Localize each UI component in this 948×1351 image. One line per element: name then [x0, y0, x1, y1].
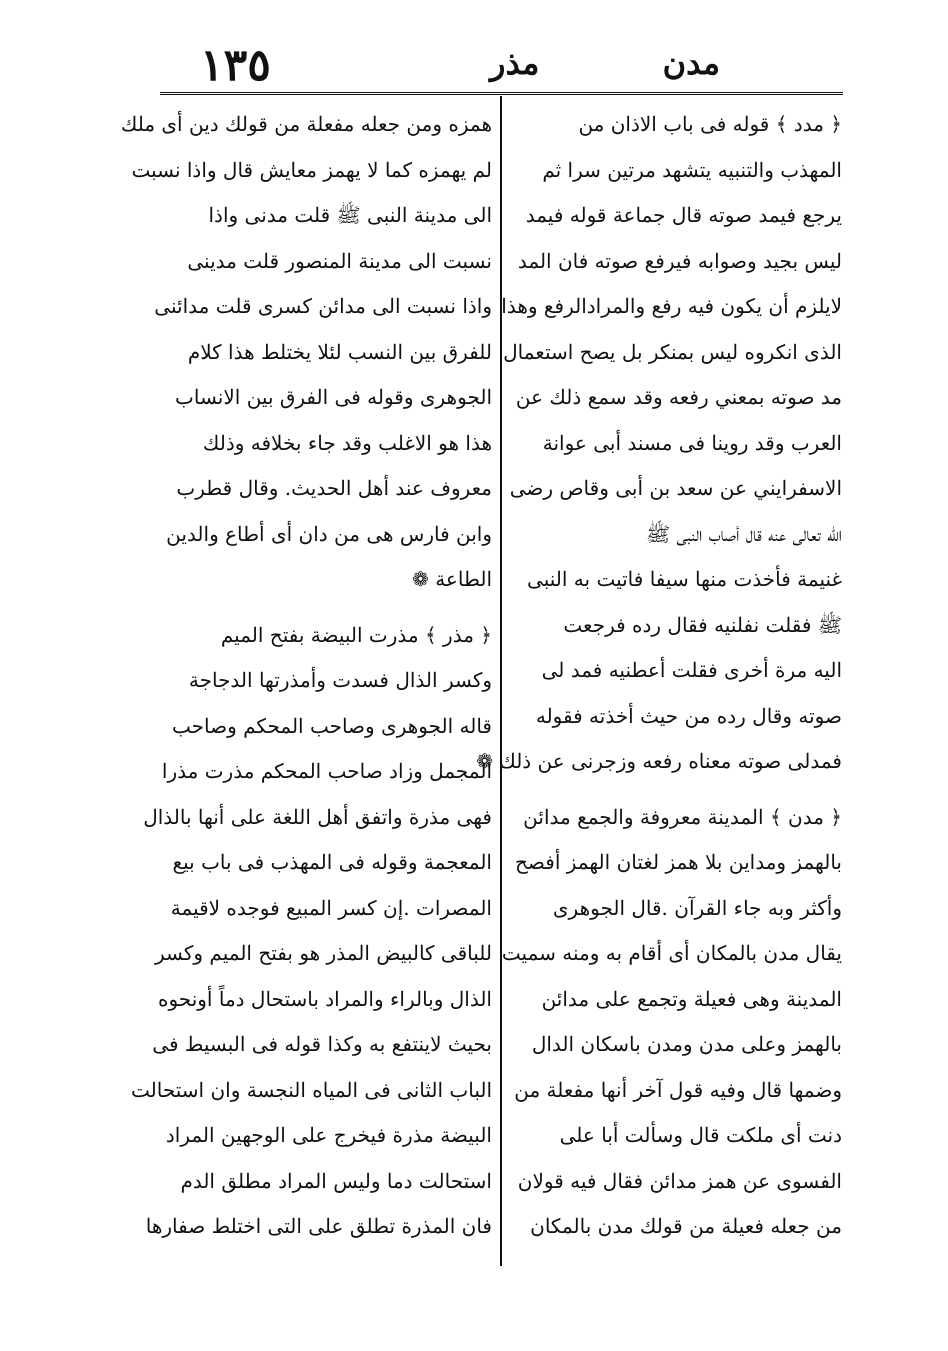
text-line: قاله الجوهرى وصاحب المحكم وصاحب — [172, 713, 492, 738]
text-line: نسبت الى مدينة المنصور قلت مدينى — [187, 248, 492, 273]
text-line: مد صوته بمعني رفعه وقد سمع ذلك عن — [515, 385, 842, 409]
text-line: واذا نسبت الى مدائن كسرى قلت مدائنى — [154, 294, 492, 318]
text-line: الطاعة ❁ — [412, 567, 492, 591]
text-line: المهذب والتنبيه يتشهد مرتين سرا ثم — [542, 157, 842, 182]
page-number: ١٣٥ — [200, 40, 271, 91]
text-line: وضمها قال وفيه قول آخر أنها مفعلة من — [514, 1077, 842, 1102]
text-line: الله تعالى عنه قال أصاب النبى ﷺ — [646, 521, 842, 546]
text-line: الفسوى عن همز مدائن فقال فيه قولان — [517, 1168, 842, 1193]
text-line: وأكثر وبه جاء القرآن .قال الجوهرى — [552, 895, 842, 920]
column-divider — [500, 96, 502, 1266]
text-line: المدينة وهى فعيلة وتجمع على مدائن — [541, 986, 842, 1011]
text-line: الاسفرايني عن سعد بن أبى وقاص رضى — [509, 476, 842, 500]
text-line: الجوهرى وقوله فى الفرق بين الانساب — [175, 385, 492, 409]
text-line: يرجع فيمد صوته قال جماعة قوله فيمد — [525, 203, 842, 227]
text-line: همزه ومن جعله مفعلة من قولك دين أى ملك — [120, 112, 492, 136]
running-head-right: مدن — [662, 44, 720, 82]
text-line: الى مدينة النبى ﷺ قلت مدنى واذا — [208, 203, 492, 227]
text-line: استحالت دما وليس المراد مطلق الدم — [180, 1168, 492, 1193]
text-line: الذال وبالراء والمراد باستحال دماً أونحوه — [157, 986, 492, 1011]
text-line: غنيمة فأخذت منها سيفا فاتيت به النبى — [527, 567, 842, 591]
text-line: يقال مدن بالمكان أى أقام به ومنه سميت — [501, 941, 842, 965]
text-line: البيضة مذرة فيخرج على الوجهين المراد — [165, 1123, 492, 1147]
entry-heading-line: ﴿ مذر ﴾ مذرت البيضة بفتح الميم — [220, 622, 492, 647]
header-rule — [160, 92, 843, 95]
text-line: العرب وقد روينا فى مسند أبى عوانة — [542, 430, 842, 455]
text-line: لم يهمزه كما لا يهمز معايش قال واذا نسبت — [131, 157, 492, 182]
text-line: فان المذرة تطلق على التى اختلط صفارها — [145, 1214, 492, 1238]
right-column — [476, 102, 842, 1250]
text-line: هذا هو الاغلب وقد جاء بخلافه وذلك — [202, 430, 492, 455]
text-line: بحيث لاينتفع به وكذا قوله فى البسيط فى — [152, 1032, 492, 1056]
text-line: الذى انكروه ليس بمنكر بل يصح استعمال — [503, 339, 842, 364]
text-line: الباب الثانى فى المياه النجسة وان استحالت — [131, 1077, 492, 1102]
text-line: المجمل وزاد صاحب المحكم مذرت مذرا — [161, 759, 492, 783]
text-line: ﷺ فقلت نفلنيه فقال رده فرجعت — [563, 612, 842, 637]
text-line: معروف عند أهل الحديث. وقال قطرب — [176, 476, 492, 500]
page-header — [160, 40, 880, 90]
text-line: للباقى كالبيض المذر هو بفتح الميم وكسر — [155, 941, 492, 965]
text-line: وابن فارس هى من دان أى أطاع والدين — [166, 521, 492, 546]
text-line: صوته وقال رده من حيث أخذته فقوله — [535, 703, 842, 728]
text-line: فمدلى صوته معناه رفعه وزجرنى عن ذلك ❁ — [476, 749, 842, 773]
text-line: المصرات .إن كسر المبيع فوجده لاقيمة — [170, 895, 492, 920]
text-line: دنت أى ملكت قال وسألت أبا على — [559, 1123, 842, 1147]
text-line: للفرق بين النسب لئلا يختلط هذا كلام — [187, 339, 492, 364]
text-line: ليس بجيد وصوابه فيرفع صوته فان المد — [517, 248, 842, 273]
text-line: بالهمز ومداين بلا همز لغتان الهمز أفصح — [515, 850, 842, 874]
text-line: لايلزم أن يكون فيه رفع والمرادالرفع وهذا — [501, 294, 842, 318]
text-line: وكسر الذال فسدت وأمذرتها الدجاجة — [188, 668, 492, 692]
running-head-left: مذر — [490, 44, 540, 82]
text-line: اليه مرة أخرى فقلت أعطنيه فمد لى — [541, 658, 842, 682]
left-column — [120, 102, 492, 1250]
entry-heading-line: ﴿ مدن ﴾ المدينة معروفة والجمع مدائن — [523, 804, 842, 829]
text-line: فهى مذرة واتفق أهل اللغة على أنها بالذال — [143, 804, 492, 829]
text-line: ﴿ مدد ﴾ قوله فى باب الاذان من — [578, 112, 842, 136]
text-line: بالهمز وعلى مدن ومدن باسكان الدال — [531, 1032, 842, 1056]
text-line: المعجمة وقوله فى المهذب فى باب بيع — [172, 850, 492, 874]
text-line: من جعله فعيلة من قولك مدن بالمكان — [530, 1214, 842, 1238]
